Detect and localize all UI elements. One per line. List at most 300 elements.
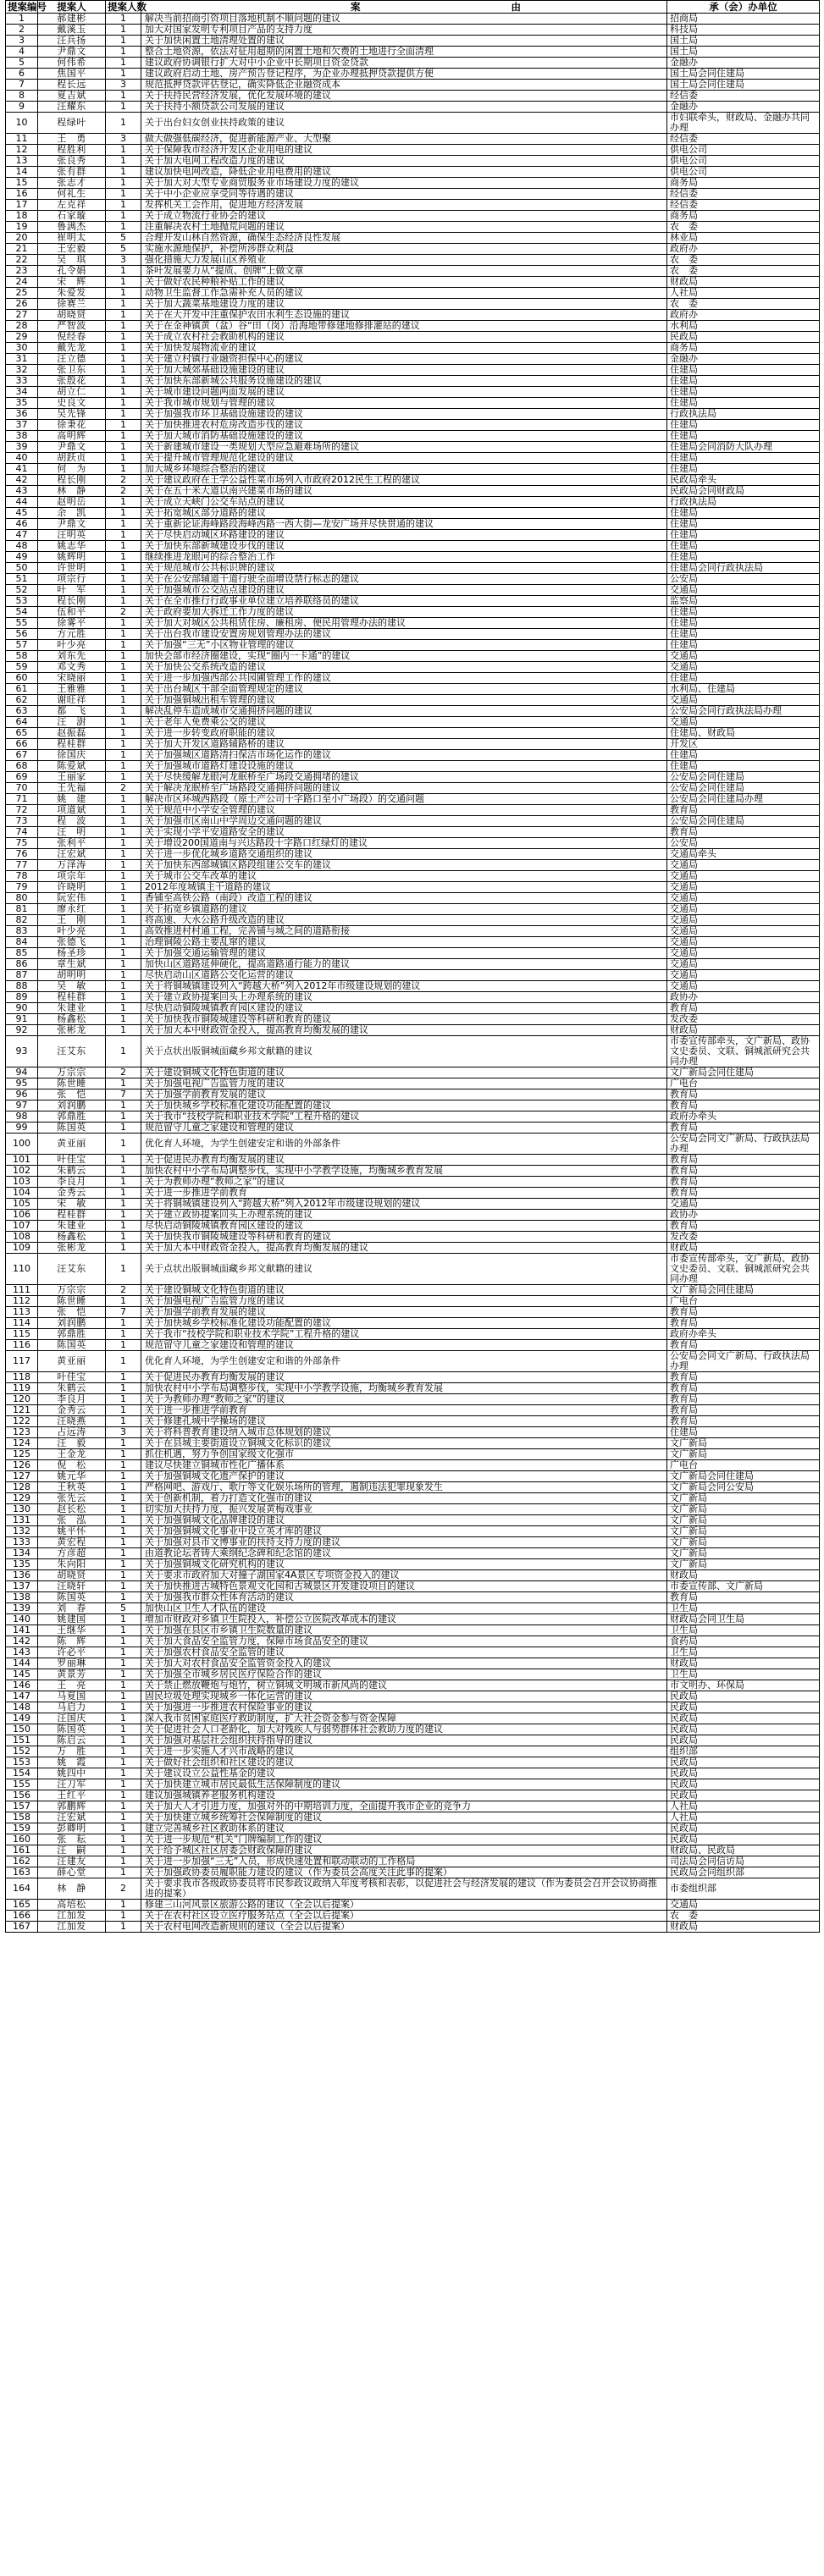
- handling-unit-cell: 行政执法局: [667, 497, 820, 508]
- proposer-cell: 姚辉明: [38, 552, 106, 563]
- proposer-cell: 戴先龙: [38, 343, 106, 354]
- proposal-no-cell: 148: [6, 1702, 38, 1713]
- proposer-cell: 宋 敏: [38, 1199, 106, 1210]
- reason-cell: 关于加强铜城出租车管理的建议: [141, 695, 667, 706]
- proposer-count-cell: 1: [106, 343, 141, 354]
- handling-unit-cell: 公安局会同住建局: [667, 772, 820, 783]
- table-row: [6, 1746, 820, 1757]
- table-row: [6, 233, 820, 244]
- proposer-cell: 严智波: [38, 321, 106, 332]
- reason-cell: 规范抵押贷款评估登记，确实降低企业融资成本: [141, 80, 667, 91]
- handling-unit-cell: 发改委: [667, 1232, 820, 1243]
- proposer-count-cell: 1: [106, 1123, 141, 1134]
- table-row: [6, 783, 820, 794]
- handling-unit-cell: 交通局: [667, 717, 820, 728]
- proposal-no-cell: 147: [6, 1691, 38, 1702]
- handling-unit-cell: 商务局: [667, 211, 820, 222]
- proposer-cell: 黄亚丽: [38, 1134, 106, 1155]
- proposer-cell: 吴先锋: [38, 409, 106, 420]
- proposal-no-cell: 26: [6, 299, 38, 310]
- handling-unit-cell: 人社局: [667, 1801, 820, 1812]
- proposer-count-cell: 1: [106, 200, 141, 211]
- proposer-count-cell: 1: [106, 1078, 141, 1089]
- proposal-no-cell: 91: [6, 1014, 38, 1025]
- proposer-count-cell: 1: [106, 1592, 141, 1603]
- proposer-count-cell: 1: [106, 530, 141, 541]
- proposer-count-cell: 1: [106, 1526, 141, 1537]
- handling-unit-cell: 财政局: [667, 1922, 820, 1933]
- reason-cell: 关于我市城市规划与管理的建议: [141, 398, 667, 409]
- handling-unit-cell: 民政局: [667, 1779, 820, 1790]
- reason-cell: 关于加强进一步推进农村保险事业的建议: [141, 1702, 667, 1713]
- handling-unit-cell: 民政局会同财政局: [667, 486, 820, 497]
- reason-cell: 关于解决龙眠桥至广场路段交通拥挤问题的建议: [141, 783, 667, 794]
- reason-cell: 关于成立物流行业协会的建议: [141, 211, 667, 222]
- reason-cell: 加快农村中小学布局调整步伐，实现中小学教学设施，均衡城乡教育发展: [141, 1383, 667, 1394]
- handling-unit-cell: 金融办: [667, 102, 820, 113]
- proposal-no-cell: 119: [6, 1383, 38, 1394]
- table-row: [6, 1911, 820, 1922]
- proposer-count-cell: 1: [106, 827, 141, 838]
- handling-unit-cell: 交通局: [667, 860, 820, 871]
- proposal-no-cell: 28: [6, 321, 38, 332]
- proposer-cell: 孔令娟: [38, 266, 106, 277]
- handling-unit-cell: 政府办: [667, 244, 820, 255]
- proposer-cell: 林 静: [38, 486, 106, 497]
- reason-cell: 加大城乡环境综合整治的建议: [141, 464, 667, 475]
- proposal-no-cell: 165: [6, 1900, 38, 1911]
- reason-cell: 关于为教师办理“教师之家”的建议: [141, 1394, 667, 1405]
- proposer-count-cell: 3: [106, 80, 141, 91]
- proposal-no-cell: 163: [6, 1867, 38, 1878]
- proposer-count-cell: 1: [106, 299, 141, 310]
- handling-unit-cell: 监察局: [667, 596, 820, 607]
- proposer-count-cell: 1: [106, 1614, 141, 1625]
- handling-unit-cell: 政府办牵头: [667, 1329, 820, 1340]
- proposer-cell: 汪 明: [38, 827, 106, 838]
- proposal-no-cell: 67: [6, 750, 38, 761]
- handling-unit-cell: 住建局: [667, 420, 820, 431]
- handling-unit-cell: 交通局: [667, 904, 820, 915]
- proposer-count-cell: 2: [106, 1878, 141, 1900]
- proposer-cell: 宋晓丽: [38, 673, 106, 684]
- table-row: [6, 1834, 820, 1845]
- proposal-no-cell: 161: [6, 1845, 38, 1856]
- proposer-count-cell: 1: [106, 728, 141, 739]
- proposer-count-cell: 1: [106, 926, 141, 937]
- table-row: [6, 398, 820, 409]
- proposer-cell: 姚 建: [38, 794, 106, 805]
- reason-cell: 关于提升城市管理规范化建设的建议: [141, 453, 667, 464]
- proposer-count-cell: 1: [106, 189, 141, 200]
- reason-cell: 关于拓宽乡镇道路的建议: [141, 904, 667, 915]
- proposal-no-cell: 16: [6, 189, 38, 200]
- table-row: [6, 1713, 820, 1724]
- table-row: [6, 1856, 820, 1867]
- handling-unit-cell: 住建局、财政局: [667, 728, 820, 739]
- table-row: [6, 1922, 820, 1933]
- proposal-no-cell: 101: [6, 1155, 38, 1166]
- proposer-count-cell: 1: [106, 1625, 141, 1636]
- proposal-no-cell: 84: [6, 937, 38, 948]
- proposer-count-cell: 1: [106, 860, 141, 871]
- reason-cell: 关于进一步加强西部公共园圃管理工作的建议: [141, 673, 667, 684]
- table-row: [6, 871, 820, 882]
- proposal-no-cell: 116: [6, 1340, 38, 1351]
- proposer-count-cell: 1: [106, 1003, 141, 1014]
- reason-cell: 茶叶发展要力从“提质、创牌”上做文章: [141, 266, 667, 277]
- table-row: [6, 1900, 820, 1911]
- proposer-count-cell: 1: [106, 761, 141, 772]
- proposer-cell: 陈世睡: [38, 1296, 106, 1307]
- proposer-count-cell: 5: [106, 1603, 141, 1614]
- handling-unit-cell: 教育局: [667, 1123, 820, 1134]
- table-row: [6, 508, 820, 519]
- proposer-count-cell: 1: [106, 288, 141, 299]
- proposal-no-cell: 10: [6, 113, 38, 134]
- proposer-count-cell: 1: [106, 1405, 141, 1416]
- proposer-count-cell: 1: [106, 14, 141, 25]
- proposer-count-cell: 1: [106, 816, 141, 827]
- proposal-no-cell: 68: [6, 761, 38, 772]
- proposer-count-cell: 1: [106, 464, 141, 475]
- handling-unit-cell: 财政局: [667, 1570, 820, 1581]
- table-row: [6, 1504, 820, 1515]
- handling-unit-cell: 民政局: [667, 1702, 820, 1713]
- proposer-cell: 胡跃贞: [38, 453, 106, 464]
- proposal-no-cell: 97: [6, 1100, 38, 1111]
- handling-unit-cell: 金融办: [667, 58, 820, 69]
- reason-cell: 做大做强低碳经济，促进新能源产业、大型聚: [141, 134, 667, 145]
- reason-cell: 关于加大电网工程改造力度的建议: [141, 156, 667, 167]
- proposal-no-cell: 152: [6, 1746, 38, 1757]
- proposer-count-cell: 1: [106, 640, 141, 651]
- table-row: [6, 1867, 820, 1878]
- handling-unit-cell: 民政局: [667, 1757, 820, 1768]
- proposer-cell: 朱鹤云: [38, 1383, 106, 1394]
- proposal-no-cell: 144: [6, 1658, 38, 1669]
- proposer-cell: 马启力: [38, 1702, 106, 1713]
- proposal-no-cell: 129: [6, 1493, 38, 1504]
- table-row: [6, 596, 820, 607]
- handling-unit-cell: 商务局: [667, 178, 820, 189]
- table-row: [6, 1625, 820, 1636]
- reason-cell: 关于在全市推行行政事业单位建立培养联络员的建议: [141, 596, 667, 607]
- handling-unit-cell: 经信委: [667, 91, 820, 102]
- proposal-no-cell: 99: [6, 1123, 38, 1134]
- proposal-no-cell: 132: [6, 1526, 38, 1537]
- table-row: [6, 1735, 820, 1746]
- handling-unit-cell: 公安局会同文广新局、行政执法局办理: [667, 1351, 820, 1372]
- table-row: [6, 343, 820, 354]
- header-proposer: 提案人: [38, 1, 106, 14]
- proposer-count-cell: 1: [106, 596, 141, 607]
- table-row: [6, 1188, 820, 1199]
- handling-unit-cell: 交通局: [667, 662, 820, 673]
- handling-unit-cell: 交通局: [667, 948, 820, 959]
- proposal-no-cell: 158: [6, 1812, 38, 1823]
- table-row: [6, 1134, 820, 1155]
- proposer-count-cell: 1: [106, 178, 141, 189]
- handling-unit-cell: 市委宣传部、文广新局: [667, 1581, 820, 1592]
- table-row: [6, 585, 820, 596]
- reason-cell: 修建三山河风景区旅游公路的建议（全会以后提案）: [141, 1900, 667, 1911]
- reason-cell: 关于要求市政府加大对撞子湖国家4A景区专项资金投入的建议: [141, 1570, 667, 1581]
- proposer-cell: 张 恺: [38, 1089, 106, 1100]
- proposal-no-cell: 159: [6, 1823, 38, 1834]
- reason-cell: 关于加强电视广告监管力度的建议: [141, 1078, 667, 1089]
- proposal-no-cell: 62: [6, 695, 38, 706]
- proposal-no-cell: 41: [6, 464, 38, 475]
- reason-cell: 关于出台妇女创业扶持政策的建议: [141, 113, 667, 134]
- handling-unit-cell: 文广新局会同住建局: [667, 1067, 820, 1078]
- proposer-count-cell: 1: [106, 365, 141, 376]
- proposal-table: [5, 0, 820, 1933]
- proposer-count-cell: 1: [106, 1036, 141, 1067]
- table-row: [6, 387, 820, 398]
- table-row: [6, 530, 820, 541]
- handling-unit-cell: 交通局: [667, 585, 820, 596]
- table-row: [6, 1779, 820, 1790]
- reason-cell: 2012年度城镇主干道路的建议: [141, 882, 667, 893]
- proposer-count-cell: 1: [106, 1449, 141, 1460]
- proposer-count-cell: 1: [106, 1834, 141, 1845]
- handling-unit-cell: 住建局: [667, 761, 820, 772]
- proposal-no-cell: 19: [6, 222, 38, 233]
- proposer-cell: 汪宏斌: [38, 849, 106, 860]
- proposal-no-cell: 75: [6, 838, 38, 849]
- proposal-no-cell: 164: [6, 1878, 38, 1900]
- handling-unit-cell: 司法局会同信访局: [667, 1856, 820, 1867]
- table-row: [6, 25, 820, 36]
- proposer-cell: 陈启云: [38, 1735, 106, 1746]
- table-row: [6, 420, 820, 431]
- reason-cell: 关于加强交通运输管理的建议: [141, 948, 667, 959]
- table-row: [6, 1285, 820, 1296]
- proposer-cell: 王金龙: [38, 1449, 106, 1460]
- table-row: [6, 915, 820, 926]
- handling-unit-cell: 民政局: [667, 1724, 820, 1735]
- reason-cell: 关于加快城乡学校标准化建设功能配置的建议: [141, 1318, 667, 1329]
- reason-cell: 关于加快我市铜陵城建设等科研和教育的建议: [141, 1014, 667, 1025]
- proposal-no-cell: 4: [6, 47, 38, 58]
- reason-cell: 关于加大开发区道路辅路桥的建议: [141, 739, 667, 750]
- proposer-count-cell: 1: [106, 1867, 141, 1878]
- proposal-no-cell: 50: [6, 563, 38, 574]
- proposer-cell: 王继华: [38, 1625, 106, 1636]
- proposer-cell: 程绿叶: [38, 113, 106, 134]
- table-row: [6, 1691, 820, 1702]
- proposer-count-cell: 1: [106, 25, 141, 36]
- handling-unit-cell: 公安局会同住建局: [667, 783, 820, 794]
- table-row: [6, 1658, 820, 1669]
- handling-unit-cell: 财政局: [667, 1025, 820, 1036]
- reason-cell: 关于加大食品安全监管力度，保障市场食品安全的建议: [141, 1636, 667, 1647]
- table-row: [6, 794, 820, 805]
- table-row: [6, 1669, 820, 1680]
- proposer-count-cell: 1: [106, 1713, 141, 1724]
- proposer-count-cell: 1: [106, 992, 141, 1003]
- table-row: [6, 684, 820, 695]
- table-row: [6, 1166, 820, 1177]
- table-row: [6, 816, 820, 827]
- proposer-count-cell: 1: [106, 1922, 141, 1933]
- table-row: [6, 1405, 820, 1416]
- reason-cell: 抓住机遇，努力争创国家级文化强市: [141, 1449, 667, 1460]
- reason-cell: 关于在五十米大道以南兴建菜市场的建议: [141, 486, 667, 497]
- proposal-no-cell: 21: [6, 244, 38, 255]
- proposal-no-cell: 20: [6, 233, 38, 244]
- reason-cell: 关于实现小学平安道路安全的建议: [141, 827, 667, 838]
- table-row: [6, 255, 820, 266]
- proposer-cell: 程长刚: [38, 475, 106, 486]
- table-row: [6, 1372, 820, 1383]
- handling-unit-cell: 市委组织部: [667, 1878, 820, 1900]
- proposer-count-cell: 1: [106, 1900, 141, 1911]
- handling-unit-cell: 文广新局: [667, 1493, 820, 1504]
- reason-cell: 深入我市贫困家庭医疗救助制度，扩大社会资金参与资金保障: [141, 1713, 667, 1724]
- table-row: [6, 80, 820, 91]
- table-row: [6, 904, 820, 915]
- reason-cell: 注重解决农村土地抛荒问题的建议: [141, 222, 667, 233]
- proposal-no-cell: 65: [6, 728, 38, 739]
- proposal-no-cell: 124: [6, 1438, 38, 1449]
- proposal-no-cell: 86: [6, 959, 38, 970]
- handling-unit-cell: 交通局: [667, 695, 820, 706]
- handling-unit-cell: 国土局: [667, 47, 820, 58]
- proposer-count-cell: 1: [106, 750, 141, 761]
- reason-cell: 关于加强我市群众性体育活动的建议: [141, 1592, 667, 1603]
- proposer-cell: 项宗行: [38, 574, 106, 585]
- proposal-no-cell: 90: [6, 1003, 38, 1014]
- reason-cell: 关于建立政协提案回头上办理系统的建议: [141, 1210, 667, 1221]
- proposer-count-cell: 1: [106, 47, 141, 58]
- handling-unit-cell: 住建局: [667, 453, 820, 464]
- proposer-count-cell: 1: [106, 959, 141, 970]
- proposer-count-cell: 1: [106, 1669, 141, 1680]
- handling-unit-cell: 交通局: [667, 1199, 820, 1210]
- reason-cell: 关于加快发展物流业的建议: [141, 343, 667, 354]
- proposer-count-cell: 1: [106, 442, 141, 453]
- proposer-count-cell: 1: [106, 211, 141, 222]
- proposer-cell: 叶少亮: [38, 640, 106, 651]
- handling-unit-cell: 交通局: [667, 882, 820, 893]
- handling-unit-cell: 农 委: [667, 255, 820, 266]
- handling-unit-cell: 广电台: [667, 1296, 820, 1307]
- proposal-no-cell: 44: [6, 497, 38, 508]
- handling-unit-cell: 农 委: [667, 266, 820, 277]
- proposer-count-cell: 1: [106, 1757, 141, 1768]
- table-row: [6, 1307, 820, 1318]
- handling-unit-cell: 民政局牵头: [667, 475, 820, 486]
- proposal-no-cell: 111: [6, 1285, 38, 1296]
- proposer-count-cell: 1: [106, 1155, 141, 1166]
- proposer-cell: 汪明英: [38, 530, 106, 541]
- table-row: [6, 442, 820, 453]
- proposal-no-cell: 71: [6, 794, 38, 805]
- handling-unit-cell: 金融办: [667, 354, 820, 365]
- proposer-cell: 朱爱发: [38, 288, 106, 299]
- reason-cell: 建议政府启动土地、房产预告登记程序，为企业办理抵押贷款提供方便: [141, 69, 667, 80]
- reason-cell: 加快山区卫生人才队伍的建设: [141, 1603, 667, 1614]
- table-row: [6, 948, 820, 959]
- reason-cell: 关于我市“技校学院和职业技术学院”工程升格的建议: [141, 1111, 667, 1123]
- proposer-cell: 陈国英: [38, 1340, 106, 1351]
- proposer-cell: 汪 毅: [38, 1438, 106, 1449]
- proposal-no-cell: 134: [6, 1548, 38, 1559]
- reason-cell: 关于加强学前教育发展的建议: [141, 1089, 667, 1100]
- table-row: [6, 805, 820, 816]
- reason-cell: 关于加快城乡学校标准化建设功能配置的建议: [141, 1100, 667, 1111]
- proposal-no-cell: 59: [6, 662, 38, 673]
- proposer-cell: 姚四中: [38, 1768, 106, 1779]
- handling-unit-cell: 民政局: [667, 1823, 820, 1834]
- proposal-no-cell: 23: [6, 266, 38, 277]
- proposer-cell: 王 勇: [38, 134, 106, 145]
- proposer-count-cell: 1: [106, 1504, 141, 1515]
- reason-cell: 关于促进社会人口老龄化，加大对残疾人与弱势群体社会救助力度的建议: [141, 1724, 667, 1735]
- proposer-cell: 都 飞: [38, 706, 106, 717]
- header-reason-b: 由: [511, 1, 521, 13]
- proposer-cell: 叶少亮: [38, 926, 106, 937]
- handling-unit-cell: 住建局: [667, 431, 820, 442]
- proposer-cell: 陈国英: [38, 1724, 106, 1735]
- reason-cell: 关于规范中小学安全管理的建议: [141, 805, 667, 816]
- proposer-count-cell: 1: [106, 948, 141, 959]
- proposer-cell: 杨鑫松: [38, 1014, 106, 1025]
- table-row: [6, 277, 820, 288]
- proposal-no-cell: 63: [6, 706, 38, 717]
- reason-cell: 尽快启动铜陵城镇教育园区建设的建议: [141, 1221, 667, 1232]
- handling-unit-cell: 交通局: [667, 893, 820, 904]
- handling-unit-cell: 人社局: [667, 1812, 820, 1823]
- reason-cell: 香铺至高铁公路（南段）改造工程的建议: [141, 893, 667, 904]
- reason-cell: 关于点状出版铜城面藏乡邦文献籍的建议: [141, 1036, 667, 1067]
- proposal-no-cell: 125: [6, 1449, 38, 1460]
- proposal-no-cell: 107: [6, 1221, 38, 1232]
- proposer-count-cell: 1: [106, 882, 141, 893]
- proposal-no-cell: 69: [6, 772, 38, 783]
- proposal-no-cell: 100: [6, 1134, 38, 1155]
- proposer-count-cell: 1: [106, 1691, 141, 1702]
- reason-cell: 建议政府协调银行扩大对中小企业中长期项目资金贷款: [141, 58, 667, 69]
- reason-cell: 关于加大对农村食品安全监管资金投入的建议: [141, 1658, 667, 1669]
- table-row: [6, 1123, 820, 1134]
- proposal-no-cell: 162: [6, 1856, 38, 1867]
- proposer-cell: 程桂群: [38, 1210, 106, 1221]
- proposer-cell: 汪国庆: [38, 1713, 106, 1724]
- proposer-cell: 左克祥: [38, 200, 106, 211]
- reason-cell: 关于建设铜城文化特色街道的建议: [141, 1067, 667, 1078]
- handling-unit-cell: 人社局: [667, 288, 820, 299]
- table-row: [6, 47, 820, 58]
- table-row: [6, 1878, 820, 1900]
- reason-cell: 关于尽快启动城区环路建设的建议: [141, 530, 667, 541]
- handling-unit-cell: 公安局: [667, 838, 820, 849]
- reason-cell: 高效推进村村通工程，完善铺与城之间的道路衔接: [141, 926, 667, 937]
- table-row: [6, 134, 820, 145]
- proposer-cell: 尹鼎文: [38, 442, 106, 453]
- table-row: [6, 354, 820, 365]
- proposer-cell: 张卫东: [38, 365, 106, 376]
- reason-cell: 关于点状出版铜城面藏乡邦文献籍的建议: [141, 1254, 667, 1285]
- table-row: [6, 1812, 820, 1823]
- proposer-cell: 汪耀东: [38, 102, 106, 113]
- reason-cell: 关于成立天峡门公交车站点的建议: [141, 497, 667, 508]
- proposer-cell: 何礼生: [38, 189, 106, 200]
- table-row: [6, 1526, 820, 1537]
- proposer-count-cell: 1: [106, 376, 141, 387]
